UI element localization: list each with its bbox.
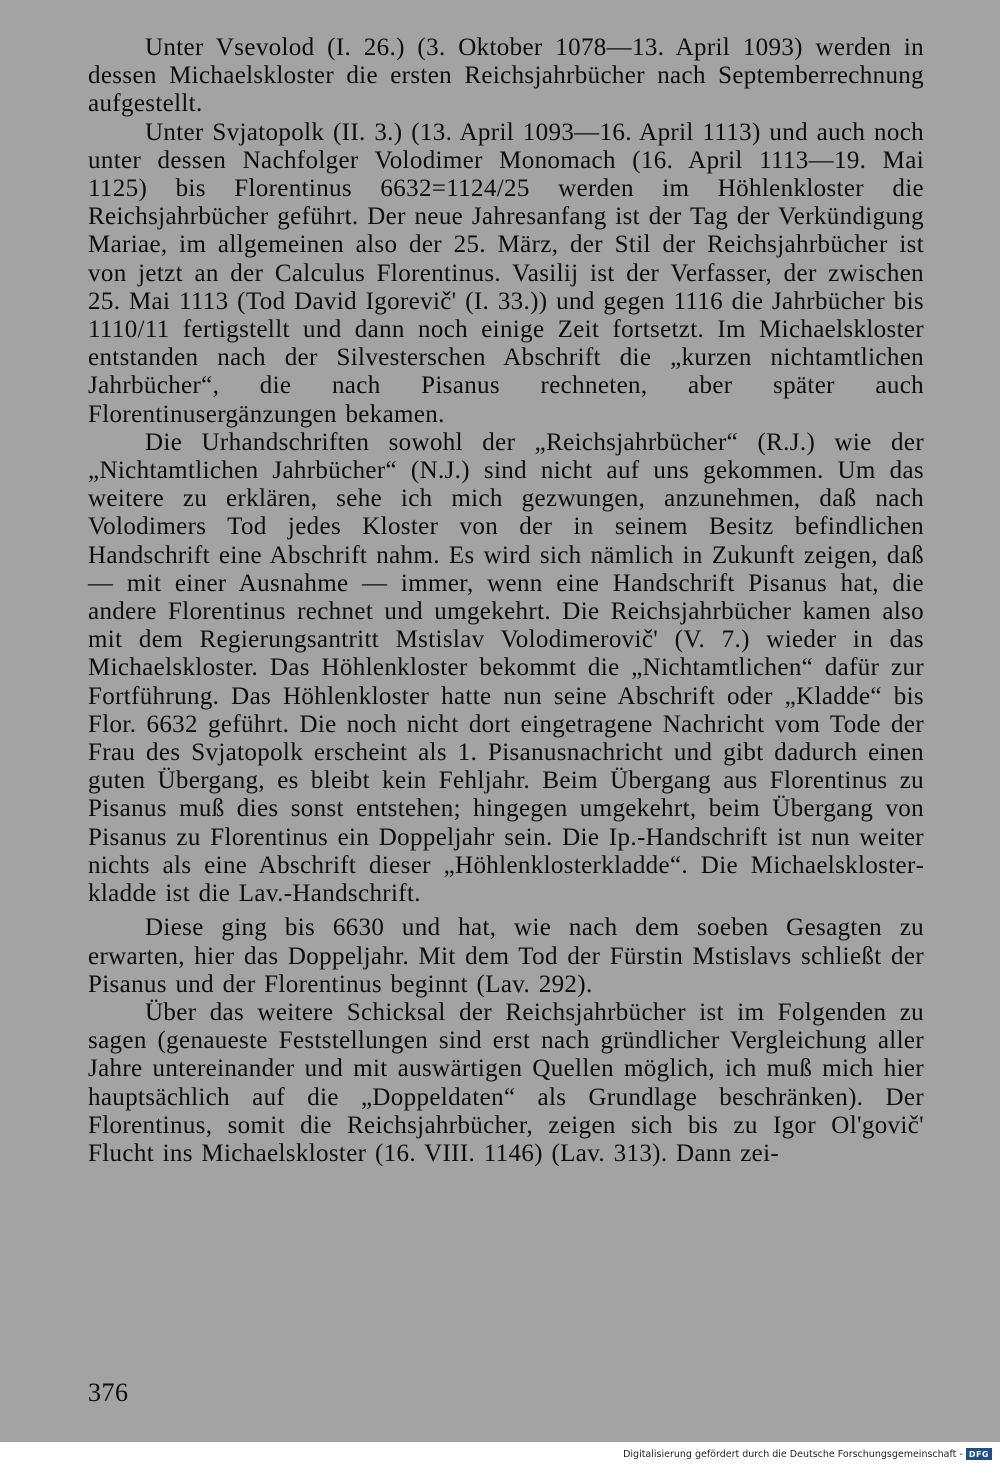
paragraph-4: Diese ging bis 6630 und hat, wie nach dem soeben Gesagten zu erwarten, hier das Doppeljahr. Mit dem Tod der Fürstin Mstislavs schließt der Pisanus und der Florentinus beginnt (Lav. 292). [88, 914, 924, 998]
dfg-logo[interactable]: DFG [966, 1448, 992, 1460]
page-number: 376 [88, 1378, 129, 1407]
digitization-footer [623, 1446, 992, 1462]
paragraph-2: Unter Svjatopolk (II. 3.) (13. April 1093—16. April 1113) und auch noch unter dessen Nachfolger Volodimer Monomach (16. April 1113—19. Mai 1125) bis Florentinus 6632=1124/25 werden im Höhlenkloster die Reichsjahrbücher geführt. Der neue Jahresanfang ist der Tag der Verkündigung Mariae, im allgemeinen also der 25. März, der Stil der Reichsjahrbücher ist von jetzt an der Calculus Florentinus. Vasilij ist der Verfasser, der zwischen 25. Mai 1113 (Tod David Igorevič' (I. 33.)) und gegen 1116 die Jahrbücher bis 1110/11 fertigstellt und dann noch einige Zeit fortsetzt. Im Michaelskloster entstanden nach der Silvesterschen Abschrift die „kurzen nichtamtlichen Jahrbücher“, die nach Pisanus rechneten, aber später auch Florentinusergänzungen bekamen. [88, 118, 924, 428]
footer-credit-text: Digitalisierung gefördert durch die Deutsche Forschungsgemeinschaft - [623, 1448, 963, 1460]
paragraph-5: Über das weitere Schicksal der Reichsjahrbücher ist im Folgenden zu sagen (genaueste Feststellungen sind erst nach gründlicher Vergleichung aller Jahre untereinander und mit auswärtigen Quellen möglich, ich muß mich hier hauptsächlich auf die „Doppeldaten“ als Grundlage beschränken). Der Florentinus, somit die Reichsjahrbücher, zeigen sich bis zu Igor Ol'govič' Flucht ins Michaelskloster (16. VIII. 1146) (Lav. 313). Dann zei- [88, 998, 924, 1167]
paragraph-1: Unter Vsevolod (I. 26.) (3. Oktober 1078—13. April 1093) werden in dessen Michaelskloster die ersten Reichsjahrbücher nach Septemberrechnung aufgestellt. [88, 34, 924, 118]
body-text [88, 34, 924, 1168]
paragraph-3: Die Urhandschriften sowohl der „Reichsjahrbücher“ (R.J.) wie der „Nichtamtlichen Jahrbücher“ (N.J.) sind nicht auf uns gekommen. Um das weitere zu erklären, sehe ich mich gezwungen, anzunehmen, daß nach Volodimers Tod jedes Kloster von der in seinem Besitz befindlichen Handschrift eine Abschrift nahm. Es wird sich nämlich in Zukunft zeigen, daß — mit einer Ausnahme — immer, wenn eine Handschrift Pisanus hat, die andere Florentinus rechnet und umgekehrt. Die Reichsjahrbücher kamen also mit dem Regierungsantritt Mstislav Volodimerovič' (V. 7.) wieder in das Michaelskloster. Das Höhlenkloster bekommt die „Nichtamtlichen“ dafür zur Fortführung. Das Höhlenkloster hatte nun seine Abschrift oder „Kladde“ bis Flor. 6632 geführt. Die noch nicht dort eingetragene Nachricht vom Tode der Frau des Svjatopolk erscheint als 1. Pisanusnachricht und gibt dadurch einen guten Übergang, es bleibt kein Fehljahr. Beim Übergang aus Florentinus zu Pisanus muß dies sonst entstehen; hingegen umgekehrt, beim Übergang von Pisanus zu Florentinus ein Doppeljahr sein. Die Ip.-Handschrift ist nun weiter nichts als eine Abschrift dieser „Höhlenklosterkladde“. Die Michaelsklosterkladde ist die Lav.-Handschrift. [88, 428, 924, 908]
